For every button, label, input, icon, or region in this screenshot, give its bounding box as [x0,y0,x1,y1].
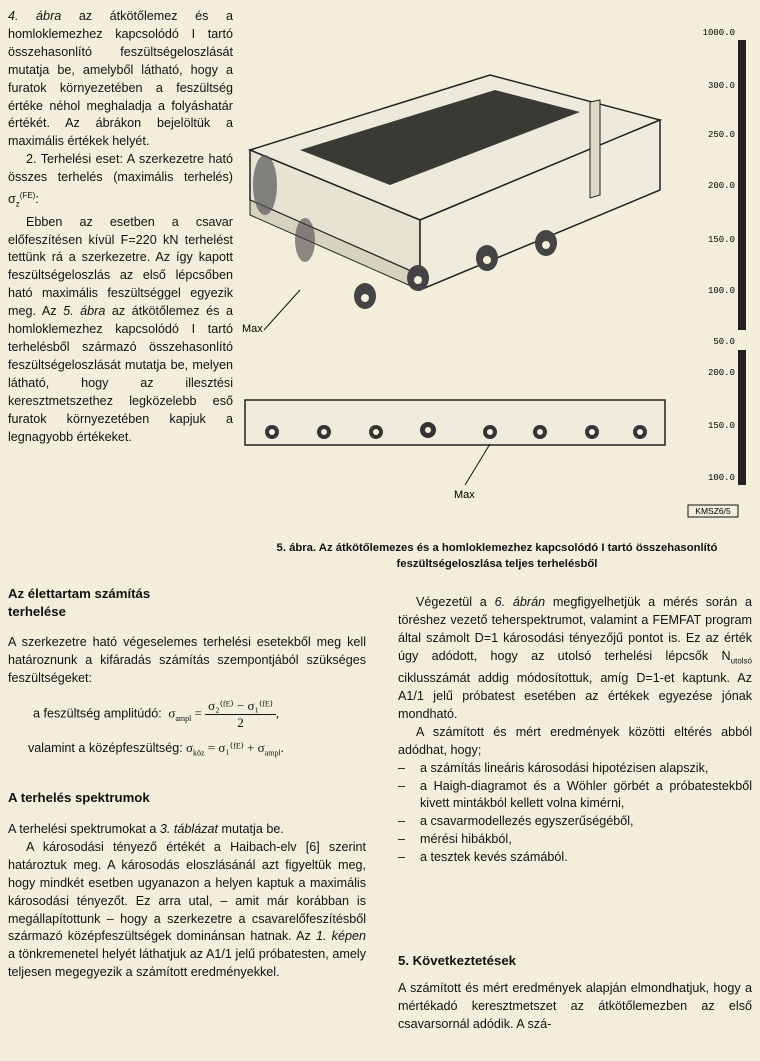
amplitude-formula: a feszültség amplitúdó: $\sigma_{ampl}$ = $\frac{\text{σ₂⁽ᶠᴱ⁾ − σ₁⁽ᶠᴱ⁾}}{2}$ , [33,698,280,730]
formula-label: valamint a középfeszültség: [28,741,183,755]
punct: : [35,192,39,207]
mean-formula: valamint a középfeszültség: $\sigma_{köz}$ = σ₁⁽ᶠᴱ⁾ + $\sigma_{ampl}$. [28,740,284,758]
list-item: – mérési hibákból, [398,831,752,849]
list-item: – a csavarmodellezés egyszerűségéből, [398,813,752,831]
paragraph: az átkötőlemez és a homloklemezhez kapcsolódó I tartó összehasonlító feszültségeloszlását mutatja be, amelyből látható, hogy a furatok környezetében a feszültség értéke néhol meghaladja a folyáshatár értékét. Az ábrákon bejelöltük a maximális értékek helyét. [8,9,233,149]
conclusions-text [398,980,752,1034]
scale-tick: 150.0 [707,421,735,431]
list-item: – a tesztek kevés számából. [398,849,752,867]
scale-tick: 100.0 [707,286,735,296]
image-ref: 1. képen [316,929,366,944]
scale-tick: 50.0 [713,337,735,347]
list-item: – a számítás lineáris károsodási hipotézisen alapszik, [398,760,752,778]
scale-tick: 150.0 [707,235,735,245]
formula-label: a feszültség amplitúdó: [33,706,162,721]
paragraph: a tönkremenetel helyét láthatjuk az A1/1 jelű próbatesten, amely teljesen megegyezik a számított eredményekkel. [8,947,366,980]
paragraph: ciklusszámát addig módosítottuk, amíg D=1-et kaptunk. Az A1/1 jelű próbatest esetében az értékek egyezése jónak mondható. [398,671,752,721]
paragraph: mutatja be. [218,822,284,836]
scale-bar-top [738,40,746,330]
spectrum-text [8,821,366,982]
paragraph: A szerkezetre ható végeselemes terhelési esetekből meg kell határoznunk a kifáradás számítás szempontjából szükséges feszültségeket: [8,635,366,685]
figure-ref: 5. ábra [63,304,106,319]
figure-caption: 5. ábra. Az átkötőlemezes és a homloklemezhez kapcsolódó I tartó összehasonlító feszültségeloszlása teljes terhelésből [276,542,718,570]
scale-bar-bottom [738,350,746,485]
subscript: ampl [175,714,192,724]
table-ref: 3. táblázat [159,822,219,836]
figure-5-drawing [240,20,755,520]
subscript: ampl [264,748,281,758]
scale-tick: 250.0 [707,130,735,140]
paragraph: az átkötőlemez és a homloklemezhez kapcsolódó I tartó terhelésből származó összehasonlító feszültségeloszlását mutatja be, melyen látható, hogy az illesztési keresztmetszethez legközelebb eső furatok környezetében kapjuk a legnagyobb értékeket. [8,304,233,444]
section-heading-lifetime: Az élettartam számítás terhelése [8,586,151,619]
paragraph: A számított és mért eredmények alapján elmondhatjuk, hogy a mértékadó keresztmetszet az átkötőlemezben az első csavarsornál adódik. A szá- [398,981,752,1031]
reasons-list [398,760,752,867]
scale-tick: 200.0 [707,368,735,378]
subscript: utolsó [730,656,752,666]
paragraph: A számított és mért eredmények közötti eltérés abból adódhat, hogy; [398,724,752,757]
paragraph: megfigyelhetjük a mérés során a töréshez vezető teherspektrumot, valamint a FEMFAT program által számolt D=1 károsodási tényezőjű pontot is. Ez az érték úgy adódott, hogy az utolsó terhelési lépcsők N [398,595,752,663]
paragraph: A terhelési spektrumokat a [8,822,160,836]
scale-tick: 300.0 [707,81,735,91]
subscript: köz [192,748,205,758]
superscript: (FE) [19,191,36,201]
subscript: z [15,199,20,209]
fraction-denominator: 2 [237,715,244,730]
formula-rest: = σ₁⁽ᶠᴱ⁾ + σ [204,740,265,755]
sigma: σ [185,740,193,755]
scale-tick: 1000.0 [702,28,735,38]
paragraph: 2. Terhelési eset: A szerkezetre ható összes terhelés (maximális terhelés) σ [8,152,233,207]
figure-code: KMSZ6/5 [695,506,731,516]
sigma: σ [168,705,176,721]
right-column [398,594,752,867]
left-top-column [8,8,233,446]
figure-5 [240,20,755,520]
paragraph: A károsodási tényező értékét a Haibach-elv [6] szerint határoztuk meg. A károsodás eloszlásánál azt figyeltük meg, hogy mindkét esetben ugyanazon a helyen kaptuk a maximális károsodási tényezőt. Ez arra utal, – amit már korábban is megállapítottunk – hogy a szerkezetre a csavarelőfeszítésből származó középfeszültségek dominánsan hatnak. Az [8,839,366,944]
figure-ref: 4. ábra [8,9,62,23]
lifetime-paragraph [8,634,366,688]
figure-ref: 6. ábrán [494,595,546,609]
max-label-top: Max [242,323,263,335]
max-label-bottom: Max [454,489,475,501]
section-heading-conclusions: 5. Következtetések [398,953,517,968]
paragraph: Végezetül a [416,595,495,609]
scale-tick: 200.0 [707,181,735,191]
section-heading-spectrum: A terhelés spektrumok [8,790,150,805]
fraction-numerator: σ₂⁽ᶠᴱ⁾ − σ₁⁽ᶠᴱ⁾ [205,698,276,715]
paragraph: Ebben az esetben a csavar előfeszítésen kívül F=220 kN terhelést tettünk rá a szerkezetre. Az így kapott feszültségeloszlás az első lépcsőben ható maximális feszültséggel egyezik meg. Az [8,214,233,319]
list-item: – a Haigh-diagramot és a Wöhler görbét a próbatestekből kivett mintákból kellett volna kimérni, [398,778,752,814]
scale-tick: 100.0 [707,473,735,483]
